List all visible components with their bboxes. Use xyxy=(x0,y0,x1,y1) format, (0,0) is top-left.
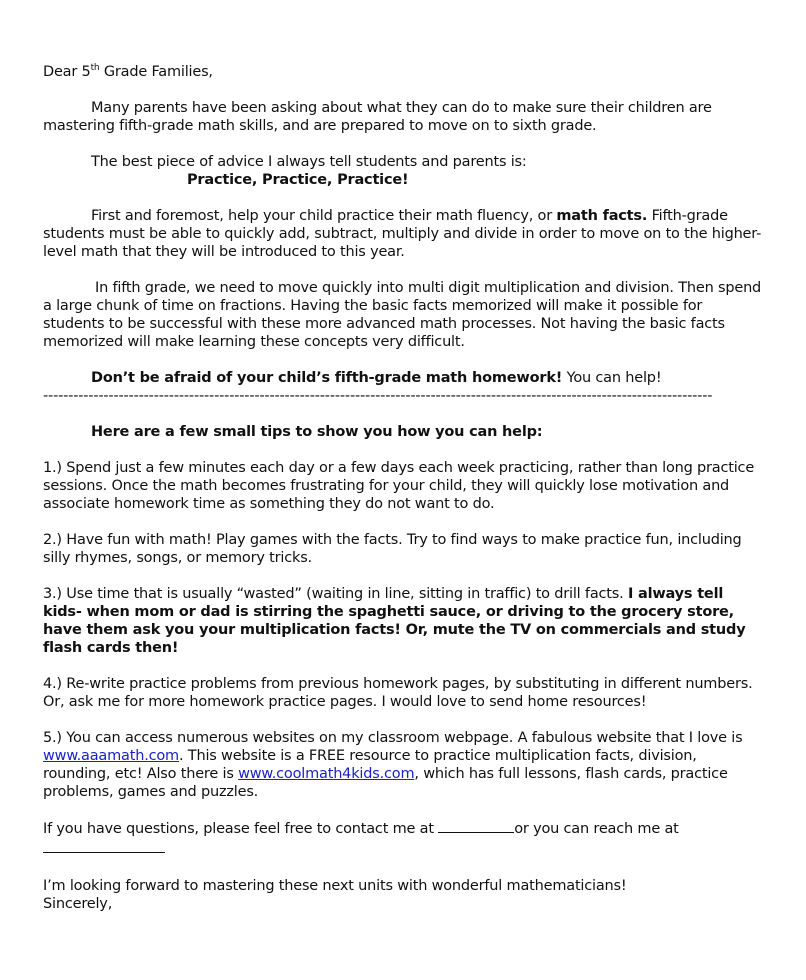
salutation-text-end: Grade Families, xyxy=(99,64,213,80)
tip-5-text-end: , which has full lessons, flash cards, practice problems, games and puzzles. xyxy=(43,766,728,800)
divider-line xyxy=(43,387,765,405)
contact-paragraph xyxy=(43,819,765,838)
tip-5-text-mid: . This website is a FREE resource to practice multiplication facts, division, rounding, etc! Also there is xyxy=(43,748,697,782)
tips-heading xyxy=(43,423,765,441)
aaamath-link[interactable]: www.aaamath.com xyxy=(43,748,179,764)
tip-2: 2.) Have fun with math! Play games with the facts. Try to find ways to make practice fun, including silly rhymes, songs, or memory tricks. xyxy=(43,532,742,566)
afraid-emphasis: Don’t be afraid of your child’s fifth-grade math homework! xyxy=(91,370,563,386)
fifth-grade-paragraph: In fifth grade, we need to move quickly into multi digit multiplication and division. Then spend a large chunk of time on fractions. Having the basic facts memorized will make it possible for students to be successful with these more advanced math processes. Not having the basic facts memorized will make learning these concepts very difficult. xyxy=(43,280,762,350)
fluency-paragraph xyxy=(43,207,765,261)
contact-blank-line xyxy=(43,838,165,853)
contact-blank xyxy=(438,819,514,833)
motto: Practice, Practice, Practice! xyxy=(187,172,409,188)
tip-3 xyxy=(43,585,765,657)
salutation-text: Dear 5 xyxy=(43,64,91,80)
afraid-paragraph xyxy=(43,369,765,387)
tip-5-text: 5.) You can access numerous websites on my classroom webpage. A fabulous website that I love is xyxy=(43,730,743,746)
afraid-text: You can help! xyxy=(562,370,662,386)
letter-document xyxy=(43,63,765,913)
divider-text: ------------------------------------------------------------------------------------------------------------------------------------- xyxy=(43,388,713,404)
fluency-emphasis: math facts. xyxy=(556,208,648,224)
tip-1: 1.) Spend just a few minutes each day or a few days each week practicing, rather than long practice sessions. Once the math becomes frustrating for your child, they will quickly lose motivation and associate homework time as something they do not want to do. xyxy=(43,460,755,512)
coolmath4kids-link[interactable]: www.coolmath4kids.com xyxy=(238,766,415,782)
advice-paragraph: The best piece of advice I always tell students and parents is: xyxy=(91,154,527,170)
fluency-text-end: Fifth-grade students must be able to quickly add, subtract, multiply and divide in order to move on to the higher-level math that they will be introduced to this year. xyxy=(43,208,762,260)
signoff: Sincerely, xyxy=(43,896,113,912)
tip-4: 4.) Re-write practice problems from previous homework pages, by substituting in different numbers. Or, ask me for more homework practice pages. I would love to send home resources! xyxy=(43,676,753,710)
salutation xyxy=(43,63,765,81)
tip-5 xyxy=(43,729,765,801)
tip-3-emphasis: I always tell kids- when mom or dad is stirring the spaghetti sauce, or driving to the grocery store, have them ask you your multiplication facts! Or, mute the TV on commercials and study flash cards then! xyxy=(43,586,746,656)
tips-heading-text: Here are a few small tips to show you how you can help: xyxy=(91,424,543,440)
intro-paragraph: Many parents have been asking about what they can do to make sure their children are mastering fifth-grade math skills, and are prepared to move on to sixth grade. xyxy=(43,100,712,134)
salutation-superscript: th xyxy=(90,63,100,74)
fluency-text: First and foremost, help your child practice their math fluency, or xyxy=(91,208,557,224)
closing-paragraph: I’m looking forward to mastering these next units with wonderful mathematicians! xyxy=(43,878,627,894)
tip-3-text: 3.) Use time that is usually “wasted” (waiting in line, sitting in traffic) to drill facts. xyxy=(43,586,628,602)
contact-text-end: or you can reach me at xyxy=(514,821,679,837)
contact-text: If you have questions, please feel free to contact me at xyxy=(43,821,439,837)
